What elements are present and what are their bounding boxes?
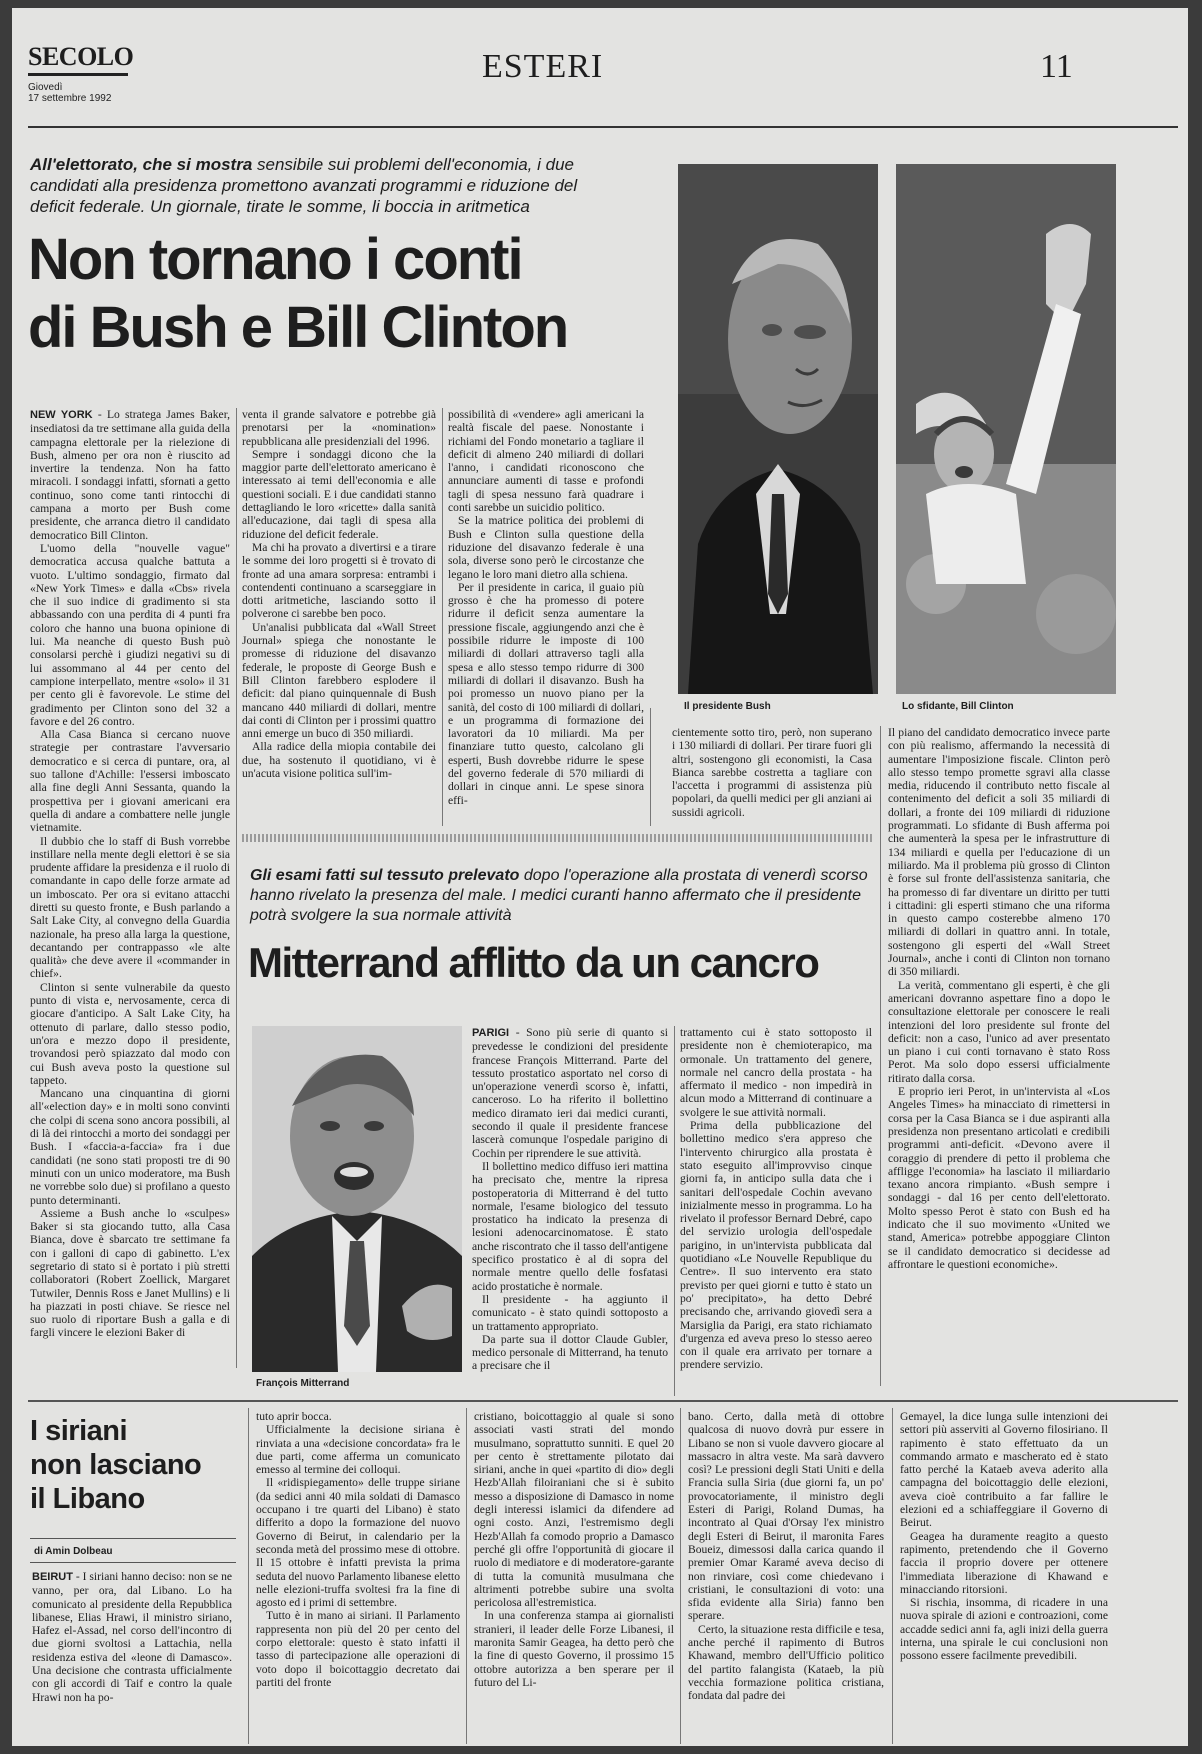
article1-paragraph: cientemente sotto tiro, però, non superano i 130 miliardi di dollari. Per tirare fuori gli altri, sostengono gli economisti, la Casa Bianca sarebbe costretta a tagliare con l'accetta i programmi di assistenza più popolari, da quelli medici per gli anziani ai sussidi agricoli. (672, 726, 872, 819)
article3-column-5 (900, 1410, 1108, 1744)
bush-photo (678, 164, 878, 694)
article2-dateline: PARIGI (472, 1027, 510, 1039)
article1-paragraph: Alla radice della miopia contabile dei due, ha sostenuto il quotidiano, vi è un'acuta visione politica sull'im- (242, 740, 436, 781)
page-number: 11 (1040, 48, 1073, 85)
mitterrand-photo-image (252, 1026, 462, 1372)
article1-kicker-lead: All'elettorato, che si mostra (30, 155, 253, 174)
bush-photo-image (678, 164, 878, 694)
clinton-photo-caption: Lo sfidante, Bill Clinton (902, 701, 1014, 712)
newspaper-page (12, 8, 1188, 1746)
article1-headline-line1: Non tornano i conti (28, 227, 522, 292)
article1-column-3 (448, 408, 644, 826)
article3-paragraph: Tutto è in mano ai siriani. Il Parlamento rappresenta non più del 20 per cento del corpo elettorale: questo è stato infatti il tasso di partecipazione alle operazioni di voto dopo il boicottaggio decretato dai partiti del fronte (256, 1609, 460, 1689)
issue-full-date: 17 settembre 1992 (28, 93, 112, 104)
article1-paragraph: possibilità di «vendere» agli americani la realtà fiscale del paese. Nonostante i richiami del Fondo monetario a tagliare il deficit di almeno 240 miliardi di dollari l'anno, i candidati riconoscono che annunciare aumenti di tasse e profondi tagli di spesa nessuno farà quadrare i conti sarebbe un suicidio politico. (448, 408, 644, 515)
article3-paragraph: - I siriani hanno deciso: non se ne vanno, per ora, dal Libano. Lo ha comunicato al presidente della Repubblica libanese, Elias Hrawi, il ministro siriano, Hafez el-Assad, nel corso dell'incontro di due giorni svoltosi a Lattachia, nella residenza estiva del «leone di Damasco». Una decisione che contrasta ufficialmente con gli accordi di Taif e contro la quale Hrawi non ha po- (32, 1570, 232, 1704)
column-divider (466, 1408, 467, 1744)
article2-paragraph: trattamento cui è stato sottoposto il presidente non è chemioterapico, ma ormonale. Un trattamento del genere, normale nel cancro della prostata - ha affermato il medico - non impedirà in alcun modo a Mitterrand di continuare a svolgere le sue attività normali. (680, 1026, 872, 1119)
article1-column-1 (30, 408, 230, 1368)
article1-paragraph: Un'analisi pubblicata dal «Wall Street Journal» spiega che nonostante le promesse di riduzione del disavanzo federale, le proposte di George Bush e Bill Clinton farebbero esplodere il deficit: dal piano quinquennale di Bush mancano 440 miliardi di dollari, mentre dai conti di Clinton per i prossimi quattro anni emerge un buco di 350 miliardi. (242, 620, 436, 741)
column-divider (892, 1408, 893, 1744)
section-title: ESTERI (482, 48, 604, 85)
mitterrand-photo (252, 1026, 462, 1372)
article2-column-1 (472, 1026, 668, 1396)
article2-kicker (250, 866, 870, 926)
article3-paragraph: Il «ridispiegamento» delle truppe siriane (da sedici anni 40 mila soldati di Damasco occupano i tre quarti del Libano) è stato differito a dopo la formazione del nuovo Governo di Beirut, in calendario per la seconda metà del prossimo mese di ottobre. Il 15 ottobre è infatti prevista la prima seduta del nuovo Parlamento libanese eletto nelle elezioni-truffa svoltesi fra la fine di agosto ed i primi di settembre. (256, 1476, 460, 1610)
issue-day: Giovedì (28, 82, 63, 93)
column-divider (236, 408, 237, 1368)
clinton-photo (896, 164, 1116, 694)
article3-paragraph: Certo, la situazione resta difficile e tesa, anche perché il rapimento di Butros Khawand, membro dell'Ufficio politico del partito falangista (Kataeb, la più vecchia formazione politica cristiana, fondata dal padre dei (688, 1622, 884, 1703)
article1-paragraph: Ma chi ha provato a divertirsi e a tirare le somme dei loro progetti si è trovato di fronte ad una amara sorpresa: entrambi i contendenti continuano a scarseggiare in dotti aritmetiche, lasciando sotto il polverone ci sarebbe ben poco. (242, 540, 436, 621)
article1-paragraph: Il piano del candidato democratico invece parte con più realismo, affermando la necessità di aumentare l'imposizione fiscale. Clinton però allo stesso tempo promette sgravi alla classe media, riducendo il contributo netto fiscale al contenimento del deficit a soli 35 miliardi di dollari, a fronte dei 109 miliardi di riduzione programmati. Lo sfidante di Bush afferma poi che aumenterà la spesa per le infrastrutture di 134 miliardi e quella per l'educazione di un miliardo. Ma il problema più grosso di Clinton è forse sul fronte dell'assistenza sanitaria, che ha promesso di far diventare un diritto per tutti i cittadini: gli esperti stimano che una riforma in questo campo costerebbe almeno 170 miliardi di dollari in quattro anni. In totale, sostengono gli esperti del «Wall Street Journal», anche i conti di Clinton non tornano di 350 miliardi. (888, 726, 1110, 979)
article2-kicker-lead: Gli esami fatti sul tessuto prelevato (250, 867, 520, 884)
mitterrand-photo-caption: François Mitterrand (256, 1378, 350, 1389)
article1-paragraph: Alla Casa Bianca si cercano nuove strategie per contrastare l'avversario democratico e si cerca di puntare, ora, al suo tallone d'Achille: l'essersi imboscato alla fine degli Anni Sessanta, quando la prospettiva per i giovani americani era quella di andare a combattere nelle jungle vietnamite. (30, 728, 230, 835)
article1-paragraph: Il dubbio che lo staff di Bush vorrebbe instillare nella mente degli elettori è se sia prudente affidare la presidenza e il ruolo di comandante in capo delle forze armate ad un imboscato. Per ora si evitano attacchi diretti su questo fronte, e Bush parlando a Salt Lake City, al convegno della Guardia nazionale, ha preso alla larga la questione, decantando per contrappasso «le alte qualità» che deve avere il «commander in chief». (30, 834, 230, 981)
article3-top-rule (28, 1400, 1178, 1402)
article3-paragraph: Geagea ha duramente reagito a questo rapimento, pretendendo che il Governo faccia il proprio dovere per ottenere l'immediata liberazione di Khawand e minacciando ritorsioni. (900, 1529, 1108, 1596)
article1-dateline: NEW YORK (30, 409, 93, 421)
bush-photo-caption: Il presidente Bush (684, 701, 771, 712)
article3-paragraph: cristiano, boicottaggio al quale si sono associati vasti strati del mondo musulmano, soprattutto sunniti. E quel 20 per cento è strettamente pilotato dai siriani, anche in quei «partito di dio» degli Hezb'Allah filoiraniani che si è subito messo a disposizione di Damasco in nome degli interessi islamici da difendere ad ogni costo. Anzi, l'estremismo degli Hezb'Allah fa comodo proprio a Damasco perché gli offre l'opportunità di giocare il ruolo di mediatore e di moderatore-garante di tutta la comunità musulmana che altrimenti potrebbe subire una svolta pericolosa all'estremistica. (474, 1410, 674, 1610)
article3-headline-line1: I siriani (30, 1415, 128, 1447)
article3-headline (30, 1414, 240, 1516)
newspaper-brand: SECOLO (28, 42, 134, 71)
article3-paragraph: Gemayel, la dice lunga sulle intenzioni dei settori più asserviti al Governo filosiriano. Il rapimento è stato effettuato da un commando armato e mascherato ed è stato fatto perché la Kataeb aveva aderito alla campagna del boicottaggio delle elezioni, aveva cioè contribuito a far fallire le elezioni ed a schiaffeggiare il Governo di Beirut. (900, 1410, 1108, 1530)
article1-paragraph: Se la matrice politica dei problemi di Bush e Clinton sulla questione della riduzione del disavanzo federale è una sola, diverse sono però le circostanze che legano le loro mani dietro alla schiena. (448, 514, 644, 581)
article2-paragraph: Da parte sua il dottor Claude Gubler, medico personale di Mitterrand, ha tenuto a precisare che il (472, 1332, 668, 1373)
article1-column-4 (672, 726, 872, 826)
article1-column-5 (888, 726, 1110, 1386)
article1-headline-line2: di Bush e Bill Clinton (28, 295, 568, 360)
article1-paragraph: La verità, commentano gli esperti, è che gli americani dovranno aspettare fino a dopo le consultazione elettorale per conoscere le reali intenzioni del loro presidente sul fronte del deficit: non a caso, l'unico ad aver presentato un piano i cui conti tornavano è stato Ross Perot. Ma solo dopo essersi ufficialmente ritirato dalla corsa. (888, 978, 1110, 1085)
column-divider (880, 726, 881, 1386)
article1-kicker-text: sensibile sui problemi dell'economia, i due candidati alla presidenza promettono avanzati programmi e riduzione del deficit federale. Un giornale, tirate le somme, li boccia in aritmetica (30, 155, 578, 216)
article3-headline-line3: il Libano (30, 1483, 145, 1515)
article2-kicker-text: dopo l'operazione alla prostata di venerdì scorso hanno rivelato la presenza del male. I medici curanti hanno affermato che il presidente potrà svolgere la sua normale attività (250, 867, 868, 924)
article3-paragraph: Si rischia, insomma, di ricadere in una nuova spirale di azioni e controazioni, come accadde sedici anni fa, agli inizi della guerra interna, una spirale le cui conclusioni non possono essere facilmente prevedibili. (900, 1596, 1108, 1663)
article2-column-2 (680, 1026, 872, 1396)
issue-date (28, 82, 111, 104)
article2-paragraph: Prima della pubblicazione del bollettino medico s'era appreso che l'intervento chirurgico alla prostata è stato eseguito all'improvviso cinque giorni fa, in anticipo sulla data che i sanitari dell'ospedale Cochin avevano inizialmente messo in programma. Lo ha rivelato il professor Bernard Debré, capo del servizio urologia dell'ospedale parigino, in un'intervista pubblicata dal quotidiano «Le Nouvelle Republique du Centre». Il suo intervento era stato previsto per quei giorni e tutto è stato un po' precipitato», ha detto Debré precisando che, arrivando giovedì sera a Marsiglia da Parigi, era stato richiamato d'urgenza ed aveva preso lo stesso aereo con il quale era arrivato per tornare a prendere servizio. (680, 1119, 872, 1372)
article1-paragraph: Clinton si sente vulnerabile da questo punto di vista e, nervosamente, cerca di giocare d'anticipo. A Salt Lake City, ha ottenuto di parlare, dallo stesso podio, un'ora e mezzo dopo il presidente, trovandosi però spiazzato dal modo con cui Bush aveva posto la questione sul tappeto. (30, 980, 230, 1087)
article2-headline: Mitterrand afflitto da un cancro (248, 939, 819, 986)
article3-column-2 (256, 1410, 460, 1744)
masthead-rule (28, 126, 1178, 128)
article3-column-4 (688, 1410, 884, 1744)
column-divider (674, 1026, 675, 1396)
masthead (12, 8, 1188, 108)
brand-underline (28, 73, 128, 76)
article3-column-1 (32, 1570, 232, 1740)
clinton-photo-image (896, 164, 1116, 694)
article1-paragraph: L'uomo della "nouvelle vague" democratica accusa qualche battuta a vuoto. L'ultimo sondaggio, firmato dal «New York Times» e dalla «Cbs» rivela che il suo indice di gradimento si sta abbassando con una perdita di 4 punti fra coloro che hanno una buona opinione di lui. Ma neanche di questo Bush può consolarsi perchè i giudizi negativi su di lui assommano al 44 per cento del campione interpellato, mentre «solo» il 31 per cento gli è favorevole. Le stime del gradimento per Clinton sono del 32 a favore e del 26 contro. (30, 541, 230, 728)
article1-column-2 (242, 408, 436, 826)
column-divider (442, 408, 443, 826)
column-divider (248, 1408, 249, 1744)
column-divider (680, 1408, 681, 1744)
article3-dateline: BEIRUT (32, 1571, 73, 1583)
byline-rule (30, 1562, 236, 1563)
column-divider (650, 708, 651, 826)
article1-paragraph: E proprio ieri Perot, in un'intervista al «Los Angeles Times» ha minacciato di rimettersi in corsa per la Casa Bianca se i due aspiranti alla presidenza non presentano articolati e credibili programmi anti-deficit. «Devono avere il coraggio di prendere di petto il problema che affligge l'economia» ha lasciato il miliardario texano ancora rimpianto. «Bush sempre i sondaggi - dal 16 per cento dell'elettorato. Molto spesso Perot è stato con Bush ed ha indicato che il suo movimento «United we stand, America» potrebbe appoggiare Clinton se il candidato democratico si decidesse ad affrontare le questioni economiche». (888, 1085, 1110, 1271)
article1-paragraph: - Lo stratega James Baker, insediatosi da tre settimane alla guida della campagna elettorale per la rielezione di Bush, almeno per ora non è riuscito ad invertire la tendenza. Non ha fatto miracoli. I sondaggi infatti, sfornati a getto continuo, sono come tanti rintocchi di campana a morto per Bush come presidente, che arranca dietro il candidato democratico Bill Clinton. (30, 408, 230, 542)
article2-paragraph: Il presidente - ha aggiunto il comunicato - è stato quindi sottoposto a un trattamento appropriato. (472, 1292, 668, 1333)
article1-kicker (30, 154, 590, 217)
article2-top-rule (242, 834, 872, 842)
article3-column-3 (474, 1410, 674, 1744)
article1-paragraph: Per il presidente in carica, il guaio più grosso è che ha promesso di potere ridurre il deficit senza aumentare la pressione fiscale, aggiungendo anzi che è possibile ridurre le imposte di 100 miliardi di dollari attraverso tagli alla spesa e allo stesso tempo ridurre di 300 miliardi di dollari il disavanzo. Bush ha poi promesso un nuovo piano per la sanità, del costo di 100 miliardi di dollari, e un programma di formazione dei lavoratori da 10 miliardi. Ma per finanziare tutto questo, calcolano gli esperti, Bush dovrebbe ridurre le spese del governo federale di 570 miliardi di dollari in cinque anni. Le spese sinora effi- (448, 580, 644, 807)
article3-paragraph: Ufficialmente la decisione siriana è rinviata a una «decisione concordata» fra le due parti, come afferma un comunicato emesso al termine dei colloqui. (256, 1423, 460, 1477)
article1-paragraph: venta il grande salvatore e potrebbe già prenotarsi per la «nomination» repubblicana alle presidenziali del 1996. (242, 408, 436, 448)
article1-paragraph: Assieme a Bush anche lo «sculpes» Baker si sta giocando tutto, alla Casa Bianca, dove è sbarcato tre settimane fa con i galloni di capo di gabinetto. L'ex segretario di stato si è portato i più stretti collaboratori (Robert Zoellick, Margaret Tutwiler, Dennis Ross e Janet Mullins) e li ha piazzati in posti chiave. Se riesce nel suo ruolo di riportare Bush a galla e di fargli vincere le elezioni Baker di (30, 1206, 230, 1340)
article3-headline-line2: non lasciano (30, 1449, 202, 1481)
article1-headline (28, 226, 628, 362)
article1-paragraph: Mancano una cinquantina di giorni all'«election day» e in molti sono convinti che colpi di scena sono ancora possibili, al di là dei rintocchi a morto dei sondaggi per Bush. I «faccia-a-faccia» fra i due candidati (ne sono stati proposti tre di 90 minuti con un unico moderatore, ma Bush ne vorrebbe solo due) si profilano a questo punto determinanti. (30, 1087, 230, 1207)
article3-paragraph: bano. Certo, dalla metà di ottobre qualcosa di nuovo dovrà pur essere in Libano se non si vuole davvero giocare al massacro in altra veste. Ma sarà davvero così? Le pressioni degli Stati Uniti e della Francia sulla Siria (due giorni fa, un po' provocatoriamente, il ministro degli Esteri di Parigi, Roland Dumas, ha incontrato al Quai d'Orsay l'ex ministro degli Esteri di Beirut, il maronita Fares Boueiz, dimessosi dalla carica quando il premier Omar Karamé aveva deciso di non rinviare, così come chiedevano i cristiani, le consultazioni di voto: una sfida evidente alla Siria) fanno ben sperare. (688, 1410, 884, 1623)
article3-byline: di Amin Dolbeau (34, 1546, 113, 1557)
article2-paragraph: Il bollettino medico diffuso ieri mattina ha precisato che, mentre la ripresa postoperatoria di Mitterrand è del tutto normale, l'esame biologico del tessuto prostatico ha indicato la presenza di lesioni adenocarcinomatose. È stato anche riscontrato che il tasso dell'antigene specifico prostatico è al di sopra del normale mentre quello delle fosfatasi acido prostatiche è normale. (472, 1159, 668, 1293)
article2-paragraph: - Sono più serie di quanto si prevedesse le condizioni del presidente francese François Mitterrand. Parte del tessuto prostatico asportato nel corso di un'operazione venerdì scorso è, infatti, canceroso. Lo ha riferito il bollettino medico diramato ieri dai medici curanti, secondo il quale il presidente francese lascerà comunque l'ospedale parigino di Cochin per riprendere le sue attività. (472, 1026, 668, 1160)
article3-paragraph: tuto aprir bocca. (256, 1410, 332, 1423)
article1-paragraph: Sempre i sondaggi dicono che la maggior parte dell'elettorato americano è interessato ai temi dell'economia e alle questioni sociali. E i due candidati stanno dettagliando le loro «ricette» dalla sanità all'educazione, dai tagli di spesa alla riduzione del deficit federale. (242, 447, 436, 541)
byline-rule (30, 1538, 236, 1539)
article3-paragraph: In una conferenza stampa ai giornalisti stranieri, il leader delle Forze Libanesi, il maronita Samir Geagea, ha detto però che la fine di questo Governo, il prossimo 15 ottobre autorizza a ben sperare per il futuro del Li- (474, 1609, 674, 1689)
